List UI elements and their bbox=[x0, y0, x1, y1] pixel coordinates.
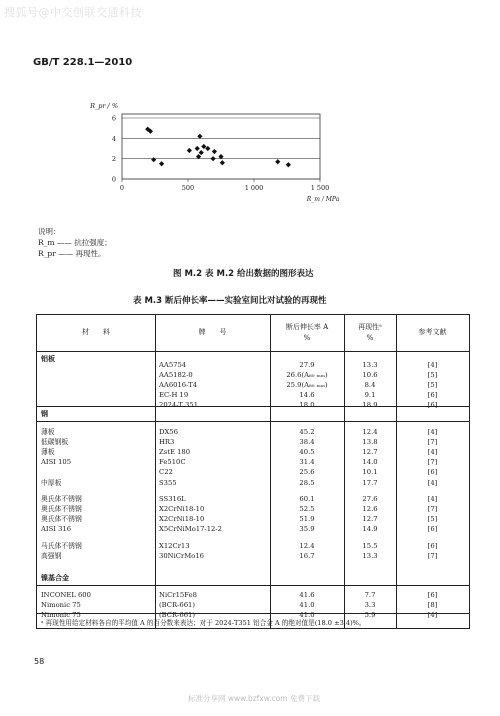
cell-elongation: 14.6 bbox=[299, 391, 315, 399]
x-tick-label: 0 bbox=[119, 184, 125, 192]
cell-grade: ZstE 180 bbox=[159, 448, 191, 456]
section-divider bbox=[37, 613, 469, 614]
table-caption: 表 M.3 断后伸长率——实验室间比对试验的再现性 bbox=[133, 296, 327, 306]
cell-reproducibility: 7.7 bbox=[364, 591, 376, 599]
table-row bbox=[37, 551, 469, 561]
cell-elongation: 60.1 bbox=[299, 495, 315, 503]
table-row bbox=[37, 590, 469, 600]
cell-reproducibility: 13.8 bbox=[362, 438, 378, 446]
legend-title: 说明： bbox=[38, 227, 61, 236]
cell-grade: AA6016-T4 bbox=[159, 381, 198, 389]
watermark-top: 搜狐号@中交创联交通科技 bbox=[4, 6, 142, 19]
header-grade: 牌 号 bbox=[198, 328, 227, 336]
header-reproducibility: 再现性ᵃ bbox=[358, 323, 382, 331]
cell-elongation: 25.9(A₈₀ ₘₘ) bbox=[286, 381, 328, 389]
cell-elongation: 31.4 bbox=[299, 458, 315, 466]
cell-reference: [6] bbox=[427, 525, 438, 533]
cell-material: AISI 316 bbox=[41, 525, 72, 533]
table-row bbox=[37, 524, 469, 534]
cell-reference: [5] bbox=[427, 381, 438, 389]
data-point bbox=[220, 160, 225, 165]
y-axis-label: R_pr / % bbox=[90, 102, 118, 110]
cell-reproducibility: 27.6 bbox=[362, 495, 378, 503]
cell-material: INCONEL 600 bbox=[41, 591, 91, 599]
cell-grade: AA5754 bbox=[159, 361, 187, 369]
data-point bbox=[159, 161, 164, 166]
cell-elongation: 35.9 bbox=[299, 525, 315, 533]
cell-reproducibility: 10.1 bbox=[362, 468, 378, 476]
cell-grade: X2CrNi18-10 bbox=[159, 505, 205, 513]
y-tick-label: 0 bbox=[111, 175, 116, 184]
cell-reproducibility: 10.6 bbox=[362, 371, 378, 379]
cell-reference: [4] bbox=[427, 361, 438, 369]
cell-reference: [4] bbox=[427, 479, 438, 487]
cell-elongation: 38.4 bbox=[299, 438, 315, 446]
cell-reproducibility: 8.4 bbox=[364, 381, 376, 389]
cell-grade: X5CrNiMo17-12-2 bbox=[159, 525, 223, 533]
cell-elongation: 27.9 bbox=[299, 361, 315, 369]
table-row bbox=[37, 457, 469, 467]
watermark-bottom: 标准分享网 www.bzfxw.com 免费下载 bbox=[188, 694, 320, 703]
cell-reproducibility: 12.6 bbox=[362, 505, 378, 513]
cell-grade: (BCR-661) bbox=[159, 611, 196, 619]
cell-elongation: 45.2 bbox=[299, 428, 315, 436]
cell-reproducibility: 12.7 bbox=[362, 448, 378, 456]
section-divider bbox=[37, 421, 469, 422]
cell-reference: [4] bbox=[427, 428, 438, 436]
cell-elongation: 52.5 bbox=[299, 505, 315, 513]
cell-reproducibility: 9.1 bbox=[364, 391, 376, 399]
header-elongation: 断后伸长率 A bbox=[285, 323, 329, 331]
cell-grade: X12Cr13 bbox=[159, 542, 190, 550]
table-row bbox=[37, 360, 469, 370]
cell-grade: X2CrNi18-10 bbox=[159, 515, 205, 523]
legend-item-rm: R_m —— 抗拉强度； bbox=[38, 238, 112, 247]
table-row bbox=[37, 400, 469, 410]
cell-elongation: 41.0 bbox=[299, 611, 315, 619]
data-point bbox=[275, 159, 280, 164]
cell-material: 奥氏体不锈钢 bbox=[41, 505, 82, 513]
cell-grade: C22 bbox=[159, 468, 173, 476]
cell-elongation: 51.9 bbox=[299, 515, 315, 523]
cell-material: 奥氏体不锈钢 bbox=[41, 495, 82, 503]
cell-reference: [4] bbox=[427, 448, 438, 456]
section-steel: 钢 bbox=[41, 410, 48, 418]
cell-reproducibility: 12.4 bbox=[362, 428, 378, 436]
cell-material: 中厚板 bbox=[41, 479, 62, 487]
x-tick-label: 1 500 bbox=[310, 184, 330, 192]
section-divider bbox=[37, 406, 469, 407]
table-row bbox=[37, 380, 469, 390]
cell-grade: EC-H 19 bbox=[159, 391, 189, 399]
cell-grade: NiCr15Fe8 bbox=[159, 591, 197, 599]
cell-grade: AA5182-0 bbox=[159, 371, 193, 379]
cell-grade: 30NiCrMo16 bbox=[159, 552, 204, 560]
y-tick-label: 4 bbox=[111, 134, 116, 143]
cell-material: 薄板 bbox=[41, 448, 55, 456]
x-tick-label: 500 bbox=[181, 184, 195, 192]
cell-elongation: 12.4 bbox=[299, 542, 315, 550]
cell-reference: [7] bbox=[427, 458, 438, 466]
cell-reproducibility: 14.9 bbox=[362, 525, 378, 533]
table-row bbox=[37, 600, 469, 610]
cell-reproducibility: 12.7 bbox=[362, 515, 378, 523]
table-row bbox=[37, 541, 469, 551]
header-reproducibility-unit: % bbox=[366, 334, 374, 342]
data-point bbox=[286, 162, 291, 167]
cell-elongation: 41.0 bbox=[299, 601, 315, 609]
section-nickel: 镍基合金 bbox=[41, 574, 69, 582]
cell-reproducibility: 17.7 bbox=[362, 479, 378, 487]
cell-reference: [6] bbox=[427, 542, 438, 550]
data-point bbox=[210, 156, 215, 161]
scatter-chart bbox=[80, 88, 410, 218]
cell-elongation: 25.6 bbox=[299, 468, 315, 476]
cell-reference: [7] bbox=[427, 552, 438, 560]
cell-reproducibility: 13.3 bbox=[362, 361, 378, 369]
legend-item-rpr: R_pr —— 再现性。 bbox=[38, 249, 106, 258]
cell-reference: [6] bbox=[427, 401, 438, 409]
table-row bbox=[37, 427, 469, 437]
data-point bbox=[212, 149, 217, 154]
cell-elongation: 16.7 bbox=[299, 552, 315, 560]
cell-reference: [6] bbox=[427, 591, 438, 599]
table-row bbox=[37, 494, 469, 504]
cell-grade: HR3 bbox=[159, 438, 175, 446]
data-point bbox=[151, 157, 156, 162]
cell-reference: [6] bbox=[427, 468, 438, 476]
cell-elongation: 40.5 bbox=[299, 448, 315, 456]
table-row bbox=[37, 467, 469, 477]
cell-material: 奥氏体不锈钢 bbox=[41, 515, 82, 523]
header-elongation-unit: % bbox=[303, 334, 311, 342]
cell-reproducibility: 15.5 bbox=[362, 542, 378, 550]
cell-material: 高强钢 bbox=[41, 552, 62, 560]
cell-material: Nimonic 75 bbox=[41, 611, 81, 619]
cell-elongation: 28.5 bbox=[299, 479, 315, 487]
cell-reference: [7] bbox=[427, 438, 438, 446]
cell-material: 低碳钢板 bbox=[41, 438, 69, 446]
cell-grade: (BCR-661) bbox=[159, 601, 196, 609]
cell-reference: [7] bbox=[427, 505, 438, 513]
table-row bbox=[37, 390, 469, 400]
data-point bbox=[187, 148, 192, 153]
cell-elongation: 18.0 bbox=[299, 401, 315, 409]
table-footnote: ᵃ 再现性用给定材料各自的平均值 A 的百分数来表达；对于 2024-T351 铝合金 A 的绝对值是(18.0 ±3.4)%。 bbox=[41, 619, 366, 627]
x-tick-label: 1 000 bbox=[244, 184, 264, 192]
table-row bbox=[37, 504, 469, 514]
table-row bbox=[37, 478, 469, 488]
data-point bbox=[195, 146, 200, 151]
header-reference: 参考文献 bbox=[418, 328, 447, 336]
table-row bbox=[37, 447, 469, 457]
cell-reproducibility: 18.9 bbox=[362, 401, 378, 409]
section-divider bbox=[37, 585, 469, 586]
table-row bbox=[37, 437, 469, 447]
data-point bbox=[199, 150, 204, 155]
cell-grade: 2024-T 351 bbox=[159, 401, 199, 409]
header-material: 材 料 bbox=[82, 328, 110, 336]
cell-elongation: 26.6(A₈₀ ₘₘ) bbox=[286, 371, 328, 379]
cell-reference: [5] bbox=[427, 371, 438, 379]
x-axis-label: R_m / MPa bbox=[306, 196, 340, 203]
cell-material: Nimonic 75 bbox=[41, 601, 81, 609]
standard-number: GB/T 228.1—2010 bbox=[33, 57, 133, 68]
cell-reference: [5] bbox=[427, 515, 438, 523]
cell-grade: SS316L bbox=[159, 495, 186, 503]
cell-reproducibility: 5.9 bbox=[364, 611, 376, 619]
y-tick-label: 2 bbox=[111, 155, 116, 164]
cell-grade: S355 bbox=[159, 479, 177, 487]
cell-reference: [4] bbox=[427, 611, 438, 619]
figure-caption: 图 M.2 表 M.2 给出数据的图形表达 bbox=[173, 269, 314, 279]
section-aluminium: 铝板 bbox=[41, 355, 55, 363]
cell-reference: [4] bbox=[427, 495, 438, 503]
cell-grade: DX56 bbox=[159, 428, 178, 436]
cell-material: AISI 105 bbox=[41, 458, 72, 466]
cell-grade: Fe510C bbox=[159, 458, 186, 466]
table-row bbox=[37, 514, 469, 524]
cell-reproducibility: 3.3 bbox=[364, 601, 376, 609]
page-number: 58 bbox=[34, 657, 45, 666]
table-row bbox=[37, 370, 469, 380]
y-tick-label: 6 bbox=[111, 114, 116, 123]
cell-reference: [6] bbox=[427, 391, 438, 399]
cell-reproducibility: 14.0 bbox=[362, 458, 378, 466]
cell-material: 薄板 bbox=[41, 428, 55, 436]
cell-material: 马氏体不锈钢 bbox=[41, 542, 82, 550]
cell-elongation: 41.6 bbox=[299, 591, 315, 599]
cell-reproducibility: 13.3 bbox=[362, 552, 378, 560]
table-header bbox=[37, 315, 469, 352]
plot-frame bbox=[122, 114, 320, 179]
cell-reference: [8] bbox=[427, 601, 438, 609]
reproducibility-table bbox=[36, 314, 470, 629]
